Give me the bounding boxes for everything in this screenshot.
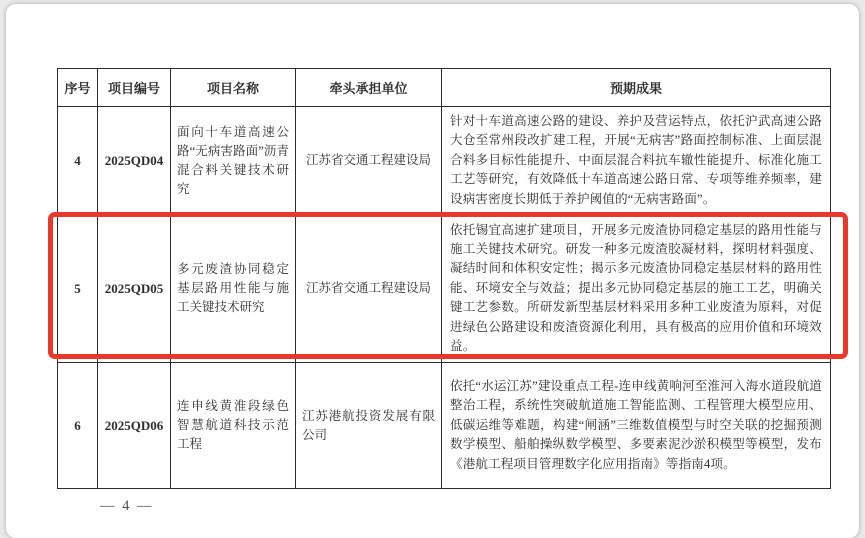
table-row [58, 107, 831, 215]
cell-expected-outcome: 依托“水运江苏”建设重点工程-连申线黄响河至淮河入海水道段航道整治工程，系统性突破航道施工智能监测、工程管理大模型应用、低碳运维等难题，构建“闸涵”三维数值模型与时空关联的挖掘预测数学模型、船舶操纵数学模型、多要素泥沙淤积模型等模型，发布《港航工程项目管理数字化应用指南》等指南4项。 [442, 363, 831, 489]
col-header-unit: 牵头承担单位 [296, 69, 442, 107]
projects-table [57, 68, 831, 489]
col-header-name: 项目名称 [171, 69, 296, 107]
col-header-seq: 序号 [58, 69, 98, 107]
cell-lead-unit: 江苏港航投资发展有限公司 [296, 363, 442, 489]
app-background [0, 4, 865, 538]
table-row-highlighted [58, 215, 831, 363]
cell-lead-unit: 江苏省交通工程建设局 [296, 107, 442, 215]
cell-expected-outcome: 针对十车道高速公路的建设、养护及营运特点，依托沪武高速公路大仓至常州段改扩建工程，开展“无病害”路面控制标准、上面层混合料多目标性能提升、中面层混合料抗车辙性能提升、标准化施工工艺等研究，有效降低十车道高速公路日常、专项等维养频率，建设病害密度长期低于养护阈值的“无病害路面”。 [442, 107, 831, 215]
cell-project-code: 2025QD04 [98, 107, 171, 215]
col-header-code: 项目编号 [98, 69, 171, 107]
cell-project-name: 连申线黄淮段绿色智慧航道科技示范工程 [171, 363, 296, 489]
cell-seq: 5 [58, 215, 98, 363]
page-number: — 4 — [100, 498, 154, 514]
col-header-outcome: 预期成果 [442, 69, 831, 107]
cell-project-code: 2025QD06 [98, 363, 171, 489]
cell-seq: 6 [58, 363, 98, 489]
cell-project-code: 2025QD05 [98, 215, 171, 363]
cell-lead-unit: 江苏省交通工程建设局 [296, 215, 442, 363]
document-page [6, 4, 859, 538]
table-header-row [58, 69, 831, 107]
cell-seq: 4 [58, 107, 98, 215]
cell-project-name: 面向十车道高速公路“无病害路面”沥青混合料关键技术研究 [171, 107, 296, 215]
cell-expected-outcome: 依托锡宜高速扩建项目，开展多元废渣协同稳定基层的路用性能与施工关键技术研究。研发一种多元废渣胶凝材料，探明材料强度、凝结时间和体积安定性；揭示多元废渣协同稳定基层材料的路用性能、环境安全与效益；提出多元协同稳定基层的施工工艺，明确关键工艺参数。所研发新型基层材料采用多种工业废渣为原料，对促进绿色公路建设和废渣资源化利用，具有极高的应用价值和环境效益。 [442, 215, 831, 363]
cell-project-name: 多元废渣协同稳定基层路用性能与施工关键技术研究 [171, 215, 296, 363]
table-row [58, 363, 831, 489]
